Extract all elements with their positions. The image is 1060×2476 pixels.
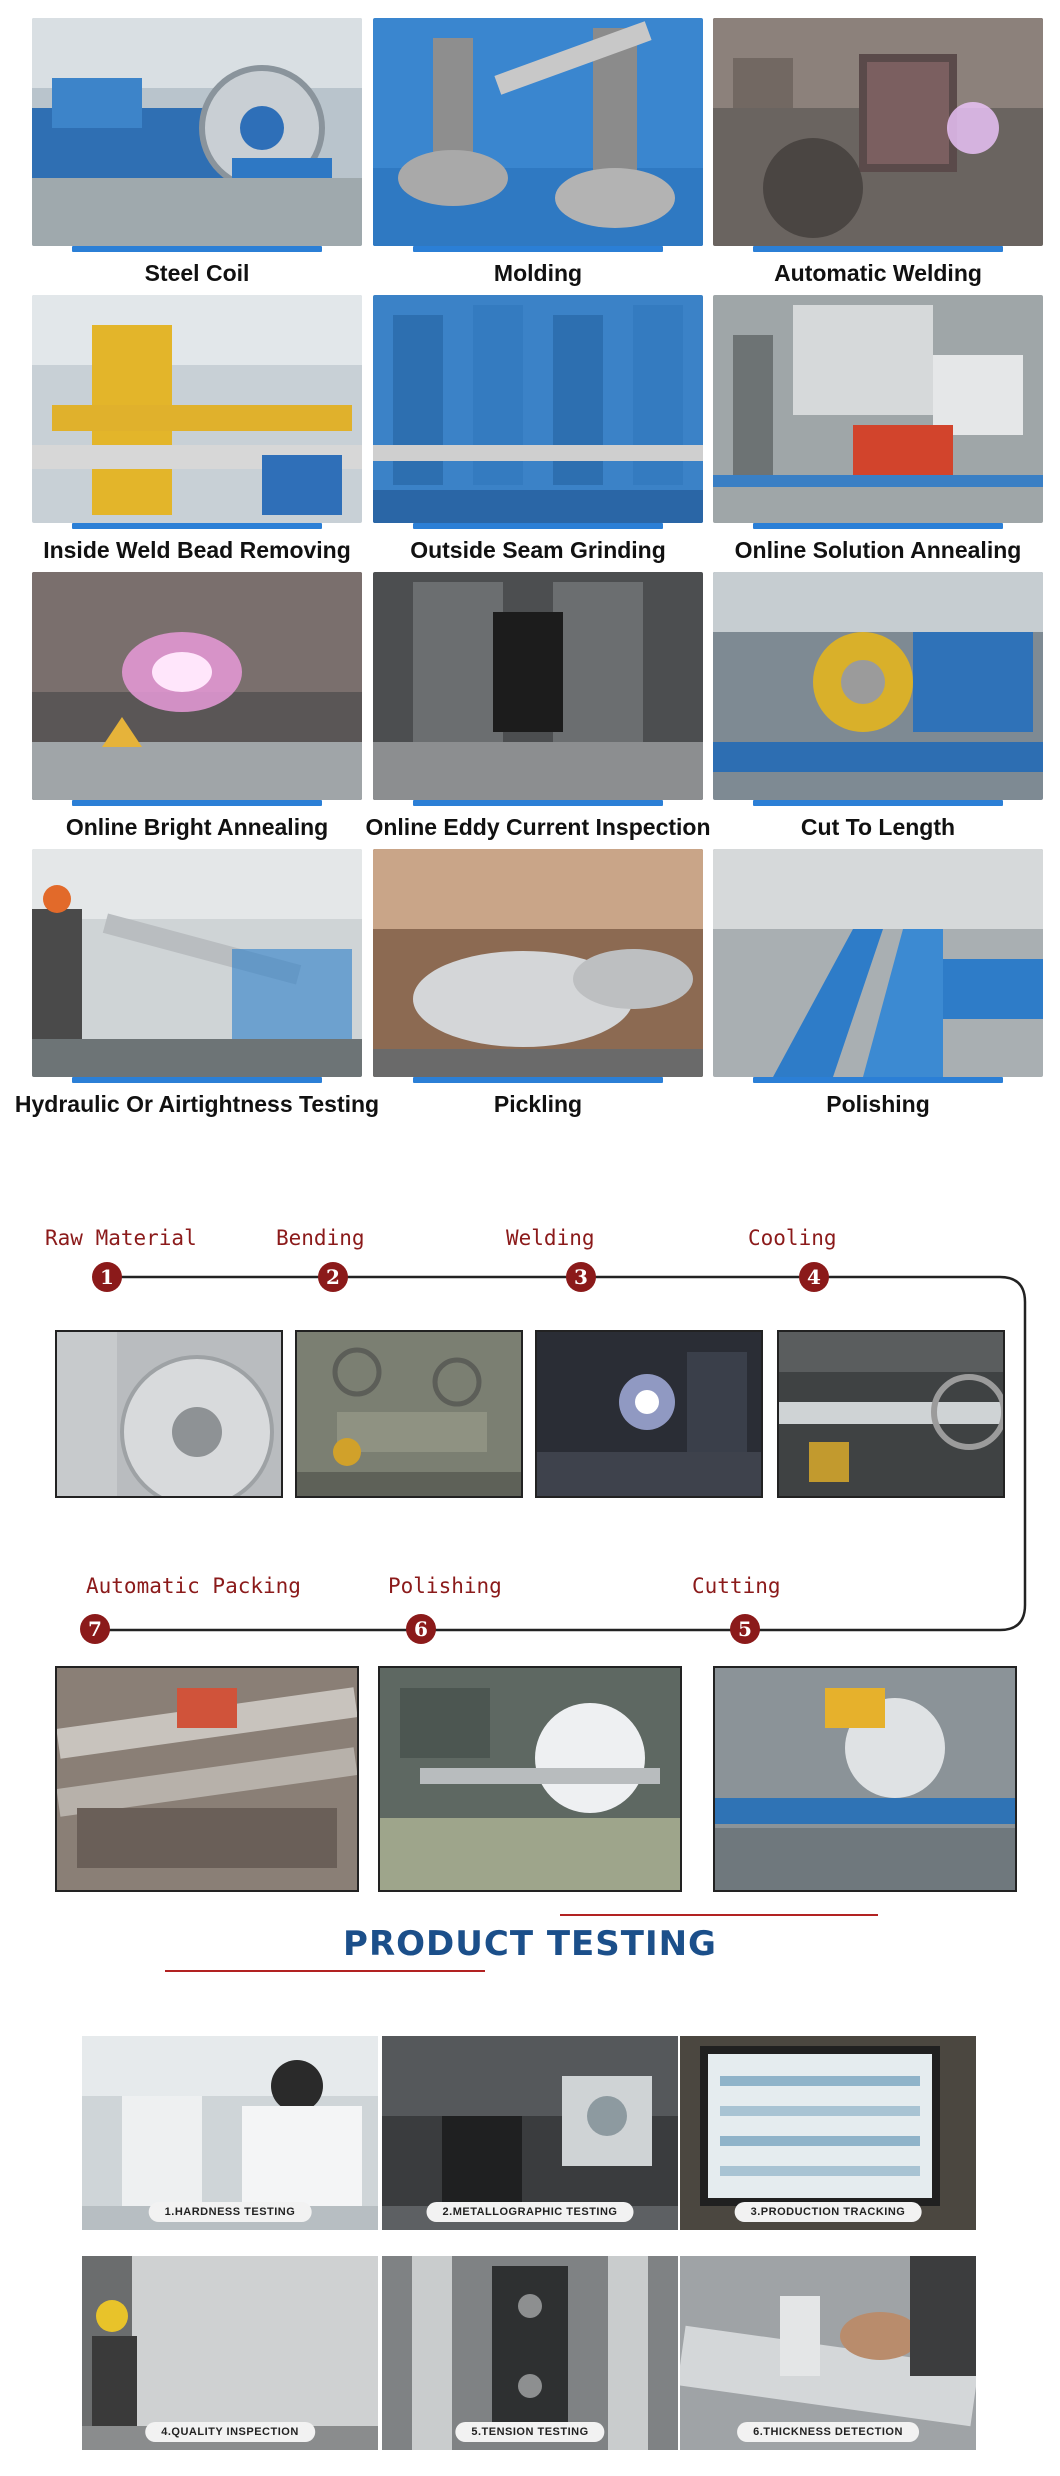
flow-step-label: Polishing [388,1574,502,1598]
flow-step-label: Automatic Packing [86,1574,301,1598]
test-label: 3.PRODUCTION TRACKING [735,2202,922,2222]
cooling-photo [777,1330,1005,1498]
process-caption: Molding [493,260,583,286]
process-caption: Automatic Welding [774,260,982,286]
process-caption: Online Solution Annealing [734,537,1022,563]
process-caption: Pickling [493,1091,583,1117]
bending-photo [295,1330,523,1498]
flow-step-label: Bending [276,1226,365,1250]
cutting-photo [713,1666,1017,1892]
test-label: 2.METALLOGRAPHIC TESTING [427,2202,634,2222]
test-label: 6.THICKNESS DETECTION [737,2422,919,2442]
test-label: 4.QUALITY INSPECTION [145,2422,315,2442]
test-item-production-tracking [680,2036,976,2230]
section-title: PRODUCT TESTING [343,1924,717,1964]
process-caption: Polishing [826,1091,930,1117]
process-caption: Online Eddy Current Inspection [365,814,711,840]
flow-step-number: 2 [318,1262,348,1292]
flow-step-label: Raw Material [45,1226,197,1250]
test-label: 5.TENSION TESTING [455,2422,604,2442]
process-caption: Online Bright Annealing [65,814,329,840]
test-item-tension-testing [382,2256,678,2450]
process-caption: Steel Coil [144,260,250,286]
title-rule-top [560,1914,878,1916]
test-item-metallographic [382,2036,678,2230]
flow-step-label: Cutting [692,1574,781,1598]
flow-step-number: 5 [730,1614,760,1644]
test-label: 1.HARDNESS TESTING [149,2202,312,2222]
polishing-flow-photo [378,1666,682,1892]
flow-step-number: 1 [92,1262,122,1292]
flow-step-number: 3 [566,1262,596,1292]
title-rule-bottom [165,1970,485,1972]
process-caption: Cut To Length [800,814,956,840]
test-item-thickness-detection [680,2256,976,2450]
process-caption: Outside Seam Grinding [410,537,666,563]
raw-material-photo [55,1330,283,1498]
automatic-packing-photo [55,1666,359,1892]
flow-step-number: 4 [799,1262,829,1292]
process-caption: Hydraulic Or Airtightness Testing [14,1091,380,1117]
test-item-quality-inspection [82,2256,378,2450]
flow-step-number: 7 [80,1614,110,1644]
flow-step-number: 6 [406,1614,436,1644]
flow-step-label: Welding [506,1226,595,1250]
test-item-hardness [82,2036,378,2230]
process-caption: Inside Weld Bead Removing [43,537,351,563]
flow-step-label: Cooling [748,1226,837,1250]
welding-photo [535,1330,763,1498]
